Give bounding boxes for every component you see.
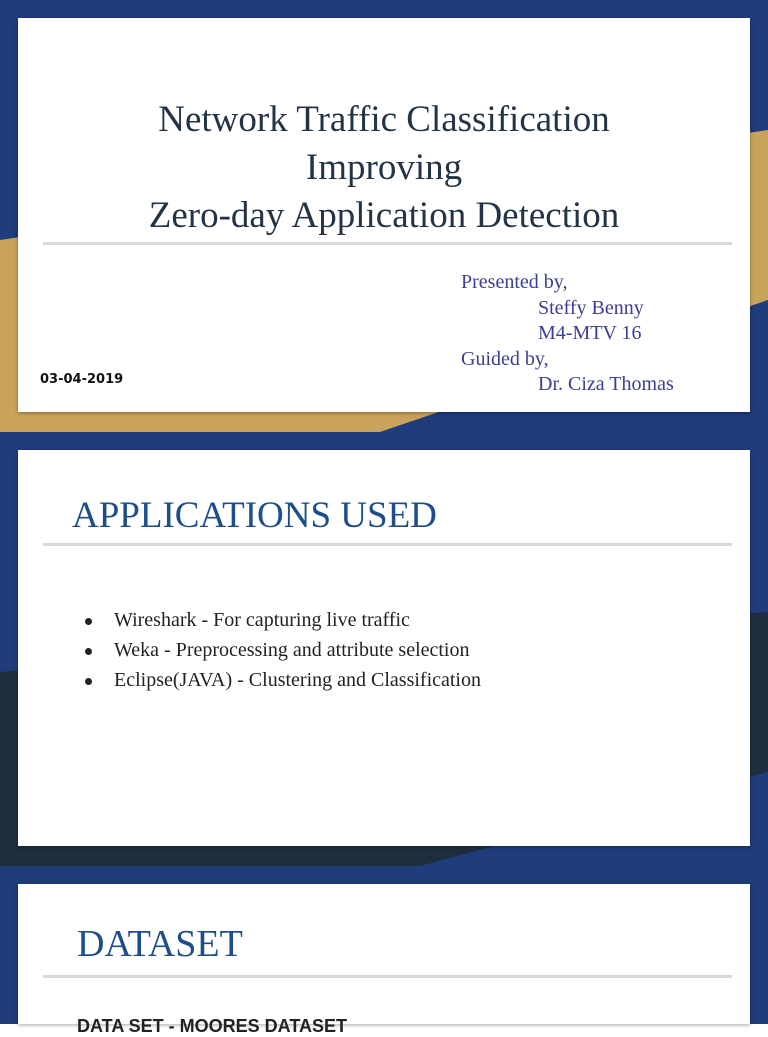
title-line-1: Network Traffic Classification [158,99,610,140]
slide-3 [18,884,750,1036]
presenter-info [461,270,674,398]
title-line-3: Zero-day Application Detection [148,195,620,236]
heading-divider [43,543,732,546]
presentation-date: 03-04-2019 [40,372,124,387]
list-item: Eclipse(JAVA) - Clustering and Classification [82,665,481,695]
list-item: Wireshark - For capturing live traffic [82,605,481,635]
bullet-list [82,605,481,695]
slide-1 [18,18,750,412]
presenter-name: Steffy Benny [538,296,644,319]
title-divider [43,242,732,245]
slide-heading: DATASET [77,923,243,965]
title-line-2: Improving [305,147,463,188]
heading-divider [43,975,732,978]
list-item: Weka - Preprocessing and attribute selection [82,635,481,665]
guide-name: Dr. Ciza Thomas [538,373,674,395]
guided-by-label: Guided by, [461,347,549,370]
presented-by-label: Presented by, [461,271,568,293]
slide-heading: APPLICATIONS USED [72,495,437,536]
presenter-class: M4-MTV 16 [538,322,642,344]
dataset-text: DATA SET - MOORES DATASET [77,1016,347,1036]
slide-2 [18,450,750,846]
slide-title [18,96,750,240]
